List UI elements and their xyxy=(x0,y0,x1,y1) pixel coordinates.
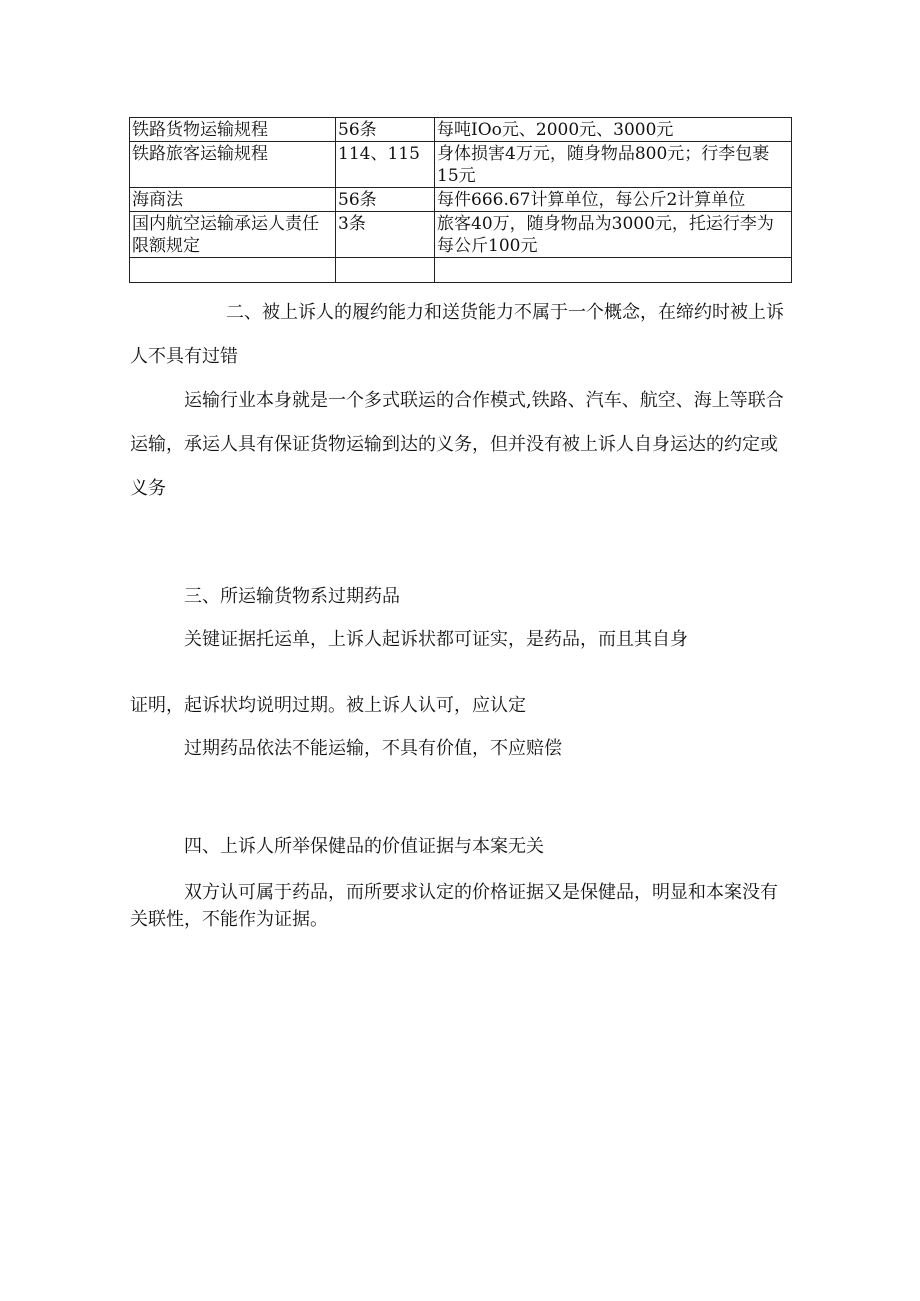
section-4-body: 双方认可属于药品，而所要求认定的价格证据又是保健品，明显和本案没有关联性，不能作为证据。 xyxy=(130,882,778,930)
liability-limits-table xyxy=(129,117,792,283)
limit-amount-cell: 每吨IOo元、2000元、3000元 xyxy=(435,118,792,142)
table-row xyxy=(130,118,792,142)
empty-cell xyxy=(435,258,792,283)
table-row xyxy=(130,212,792,258)
section-2-heading: 二、被上诉人的履约能力和送货能力不属于一个概念，在缔约时被上诉人不具有过错 xyxy=(130,302,784,367)
regulation-name-cell: 海商法 xyxy=(130,188,336,212)
section-3-heading: 三、所运输货物系过期药品 xyxy=(184,586,400,607)
table-row xyxy=(130,188,792,212)
regulation-name-cell: 铁路货物运输规程 xyxy=(130,118,336,142)
article-cell: 56条 xyxy=(336,188,435,212)
article-cell: 114、115 xyxy=(336,142,435,188)
empty-cell xyxy=(130,258,336,283)
limit-amount-cell: 旅客40万，随身物品为3000元，托运行李为每公斤100元 xyxy=(435,212,792,258)
article-cell: 56条 xyxy=(336,118,435,142)
limit-amount-cell: 每件666.67计算单位，每公斤2计算单位 xyxy=(435,188,792,212)
table-row-empty xyxy=(130,258,792,283)
section-4-heading: 四、上诉人所举保健品的价值证据与本案无关 xyxy=(184,836,544,857)
article-cell: 3条 xyxy=(336,212,435,258)
section-3-body-line-1: 关键证据托运单，上诉人起诉状都可证实，是药品，而且其自身 xyxy=(184,629,688,650)
section-3-body-line-3: 过期药品依法不能运输，不具有价值，不应赔偿 xyxy=(184,738,562,759)
limit-amount-cell: 身体损害4万元，随身物品800元；行李包裹15元 xyxy=(435,142,792,188)
table-row xyxy=(130,142,792,188)
section-3-body-line-2: 证明，起诉状均说明过期。被上诉人认可，应认定 xyxy=(130,695,526,716)
empty-cell xyxy=(336,258,435,283)
regulation-name-cell: 铁路旅客运输规程 xyxy=(130,142,336,188)
regulation-name-cell: 国内航空运输承运人责任限额规定 xyxy=(130,212,336,258)
section-2-body: 运输行业本身就是一个多式联运的合作模式,铁路、汽车、航空、海上等联合运输，承运人具有保证货物运输到达的义务，但并没有被上诉人自身运达的约定或义务 xyxy=(130,390,784,499)
